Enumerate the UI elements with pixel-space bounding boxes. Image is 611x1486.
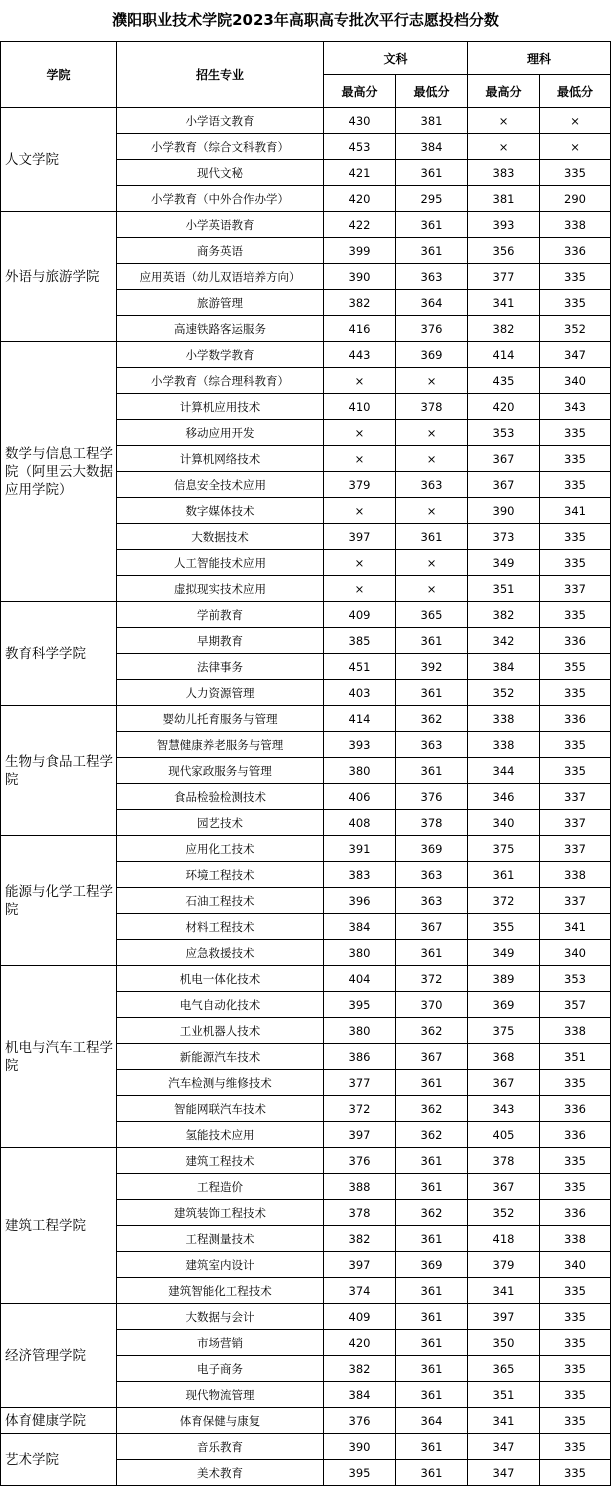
- like-max-cell: 389: [468, 966, 540, 992]
- header-major: 招生专业: [117, 42, 324, 108]
- wenke-max-cell: 378: [324, 1200, 396, 1226]
- wenke-max-cell: 374: [324, 1278, 396, 1304]
- like-max-cell: 352: [468, 680, 540, 706]
- wenke-min-cell: 364: [396, 1408, 468, 1434]
- like-max-cell: 356: [468, 238, 540, 264]
- like-min-cell: 335: [540, 160, 611, 186]
- wenke-max-cell: 408: [324, 810, 396, 836]
- like-max-cell: 351: [468, 1382, 540, 1408]
- wenke-max-cell: 443: [324, 342, 396, 368]
- wenke-min-cell: 361: [396, 1382, 468, 1408]
- major-cell: 小学教育（综合理科教育）: [117, 368, 324, 394]
- wenke-min-cell: 362: [396, 1122, 468, 1148]
- wenke-max-cell: 397: [324, 1252, 396, 1278]
- wenke-min-cell: 362: [396, 1018, 468, 1044]
- college-cell: 教育科学学院: [1, 602, 117, 706]
- wenke-min-cell: 369: [396, 836, 468, 862]
- major-cell: 体育保健与康复: [117, 1408, 324, 1434]
- header-wenke-min: 最低分: [396, 75, 468, 108]
- like-min-cell: 335: [540, 602, 611, 628]
- like-max-cell: 367: [468, 472, 540, 498]
- wenke-min-cell: 362: [396, 1096, 468, 1122]
- wenke-max-cell: 410: [324, 394, 396, 420]
- major-cell: 建筑工程技术: [117, 1148, 324, 1174]
- like-min-cell: 338: [540, 1226, 611, 1252]
- wenke-max-cell: 382: [324, 1356, 396, 1382]
- wenke-max-cell: 403: [324, 680, 396, 706]
- wenke-min-cell: 361: [396, 524, 468, 550]
- wenke-min-cell: 363: [396, 888, 468, 914]
- like-min-cell: ×: [540, 134, 611, 160]
- major-cell: 现代物流管理: [117, 1382, 324, 1408]
- major-cell: 大数据技术: [117, 524, 324, 550]
- wenke-max-cell: 380: [324, 940, 396, 966]
- like-min-cell: 336: [540, 628, 611, 654]
- wenke-max-cell: 372: [324, 1096, 396, 1122]
- college-cell: 人文学院: [1, 108, 117, 212]
- like-max-cell: 420: [468, 394, 540, 420]
- table-row: [1, 212, 611, 238]
- major-cell: 电子商务: [117, 1356, 324, 1382]
- major-cell: 电气自动化技术: [117, 992, 324, 1018]
- wenke-max-cell: 382: [324, 290, 396, 316]
- wenke-max-cell: 376: [324, 1148, 396, 1174]
- wenke-max-cell: 420: [324, 186, 396, 212]
- wenke-max-cell: 376: [324, 1408, 396, 1434]
- like-max-cell: 384: [468, 654, 540, 680]
- like-min-cell: 353: [540, 966, 611, 992]
- like-min-cell: 335: [540, 264, 611, 290]
- wenke-min-cell: 361: [396, 1278, 468, 1304]
- wenke-min-cell: 361: [396, 1356, 468, 1382]
- wenke-max-cell: 380: [324, 1018, 396, 1044]
- wenke-min-cell: 361: [396, 1226, 468, 1252]
- major-cell: 移动应用开发: [117, 420, 324, 446]
- table-body: [1, 108, 611, 1486]
- like-min-cell: 335: [540, 1304, 611, 1330]
- major-cell: 数字媒体技术: [117, 498, 324, 524]
- college-cell: 能源与化学工程学院: [1, 836, 117, 966]
- like-min-cell: 340: [540, 368, 611, 394]
- like-max-cell: 340: [468, 810, 540, 836]
- like-max-cell: 381: [468, 186, 540, 212]
- like-max-cell: 414: [468, 342, 540, 368]
- table-row: [1, 1304, 611, 1330]
- like-max-cell: 343: [468, 1096, 540, 1122]
- like-min-cell: 338: [540, 862, 611, 888]
- like-max-cell: 393: [468, 212, 540, 238]
- like-min-cell: 335: [540, 1408, 611, 1434]
- major-cell: 现代家政服务与管理: [117, 758, 324, 784]
- major-cell: 食品检验检测技术: [117, 784, 324, 810]
- like-max-cell: 379: [468, 1252, 540, 1278]
- major-cell: 现代文秘: [117, 160, 324, 186]
- wenke-max-cell: 451: [324, 654, 396, 680]
- like-min-cell: 335: [540, 550, 611, 576]
- like-max-cell: 375: [468, 1018, 540, 1044]
- header-wenke-max: 最高分: [324, 75, 396, 108]
- wenke-min-cell: ×: [396, 498, 468, 524]
- wenke-min-cell: ×: [396, 446, 468, 472]
- like-max-cell: 377: [468, 264, 540, 290]
- wenke-min-cell: 370: [396, 992, 468, 1018]
- wenke-max-cell: 430: [324, 108, 396, 134]
- major-cell: 小学数学教育: [117, 342, 324, 368]
- wenke-max-cell: 416: [324, 316, 396, 342]
- like-min-cell: 335: [540, 1356, 611, 1382]
- major-cell: 虚拟现实技术应用: [117, 576, 324, 602]
- like-min-cell: 335: [540, 680, 611, 706]
- like-max-cell: ×: [468, 134, 540, 160]
- wenke-min-cell: 361: [396, 680, 468, 706]
- wenke-min-cell: 376: [396, 784, 468, 810]
- major-cell: 建筑室内设计: [117, 1252, 324, 1278]
- wenke-min-cell: 361: [396, 758, 468, 784]
- wenke-max-cell: 391: [324, 836, 396, 862]
- like-min-cell: 337: [540, 784, 611, 810]
- wenke-min-cell: 361: [396, 1434, 468, 1460]
- like-min-cell: 335: [540, 524, 611, 550]
- like-max-cell: 350: [468, 1330, 540, 1356]
- wenke-min-cell: 361: [396, 628, 468, 654]
- like-min-cell: 337: [540, 888, 611, 914]
- major-cell: 小学语文教育: [117, 108, 324, 134]
- wenke-min-cell: 361: [396, 1330, 468, 1356]
- like-max-cell: 435: [468, 368, 540, 394]
- major-cell: 人工智能技术应用: [117, 550, 324, 576]
- wenke-min-cell: 378: [396, 394, 468, 420]
- like-min-cell: 337: [540, 836, 611, 862]
- wenke-max-cell: 377: [324, 1070, 396, 1096]
- wenke-min-cell: 378: [396, 810, 468, 836]
- like-min-cell: 340: [540, 1252, 611, 1278]
- wenke-max-cell: 453: [324, 134, 396, 160]
- like-min-cell: 336: [540, 1200, 611, 1226]
- wenke-max-cell: 409: [324, 1304, 396, 1330]
- wenke-min-cell: 361: [396, 1460, 468, 1486]
- major-cell: 汽车检测与维修技术: [117, 1070, 324, 1096]
- like-max-cell: 361: [468, 862, 540, 888]
- like-min-cell: 337: [540, 810, 611, 836]
- header-like: 理科: [468, 42, 611, 75]
- like-min-cell: 335: [540, 1070, 611, 1096]
- like-min-cell: 336: [540, 1122, 611, 1148]
- like-min-cell: 357: [540, 992, 611, 1018]
- major-cell: 小学英语教育: [117, 212, 324, 238]
- like-min-cell: 352: [540, 316, 611, 342]
- major-cell: 应用英语（幼儿双语培养方向）: [117, 264, 324, 290]
- college-cell: 建筑工程学院: [1, 1148, 117, 1304]
- like-min-cell: 340: [540, 940, 611, 966]
- wenke-max-cell: 422: [324, 212, 396, 238]
- wenke-min-cell: 381: [396, 108, 468, 134]
- wenke-min-cell: 367: [396, 914, 468, 940]
- college-cell: 数学与信息工程学院（阿里云大数据应用学院）: [1, 342, 117, 602]
- like-max-cell: 375: [468, 836, 540, 862]
- major-cell: 大数据与会计: [117, 1304, 324, 1330]
- major-cell: 小学教育（中外合作办学）: [117, 186, 324, 212]
- like-max-cell: 405: [468, 1122, 540, 1148]
- wenke-max-cell: 383: [324, 862, 396, 888]
- wenke-max-cell: ×: [324, 446, 396, 472]
- wenke-max-cell: 380: [324, 758, 396, 784]
- wenke-max-cell: ×: [324, 576, 396, 602]
- like-min-cell: 336: [540, 1096, 611, 1122]
- header-like-max: 最高分: [468, 75, 540, 108]
- wenke-max-cell: 406: [324, 784, 396, 810]
- major-cell: 美术教育: [117, 1460, 324, 1486]
- like-max-cell: 367: [468, 446, 540, 472]
- like-max-cell: 383: [468, 160, 540, 186]
- wenke-min-cell: 363: [396, 732, 468, 758]
- like-max-cell: 349: [468, 550, 540, 576]
- like-max-cell: 397: [468, 1304, 540, 1330]
- like-max-cell: 338: [468, 732, 540, 758]
- wenke-max-cell: 421: [324, 160, 396, 186]
- major-cell: 信息安全技术应用: [117, 472, 324, 498]
- wenke-min-cell: 361: [396, 1304, 468, 1330]
- wenke-min-cell: ×: [396, 550, 468, 576]
- like-min-cell: 335: [540, 1148, 611, 1174]
- college-cell: 经济管理学院: [1, 1304, 117, 1408]
- major-cell: 智能网联汽车技术: [117, 1096, 324, 1122]
- like-max-cell: 373: [468, 524, 540, 550]
- major-cell: 计算机应用技术: [117, 394, 324, 420]
- wenke-max-cell: 390: [324, 264, 396, 290]
- college-cell: 艺术学院: [1, 1434, 117, 1486]
- like-max-cell: 367: [468, 1174, 540, 1200]
- table-row: [1, 966, 611, 992]
- wenke-min-cell: 369: [396, 1252, 468, 1278]
- like-max-cell: 338: [468, 706, 540, 732]
- like-max-cell: 351: [468, 576, 540, 602]
- like-min-cell: 335: [540, 420, 611, 446]
- wenke-min-cell: 361: [396, 212, 468, 238]
- like-min-cell: ×: [540, 108, 611, 134]
- college-cell: 生物与食品工程学院: [1, 706, 117, 836]
- wenke-max-cell: 397: [324, 1122, 396, 1148]
- like-min-cell: 335: [540, 1382, 611, 1408]
- major-cell: 市场营销: [117, 1330, 324, 1356]
- major-cell: 工业机器人技术: [117, 1018, 324, 1044]
- major-cell: 园艺技术: [117, 810, 324, 836]
- table-row: [1, 706, 611, 732]
- major-cell: 氢能技术应用: [117, 1122, 324, 1148]
- major-cell: 计算机网络技术: [117, 446, 324, 472]
- like-max-cell: 342: [468, 628, 540, 654]
- wenke-min-cell: 361: [396, 1174, 468, 1200]
- like-min-cell: 335: [540, 1460, 611, 1486]
- major-cell: 高速铁路客运服务: [117, 316, 324, 342]
- wenke-max-cell: 393: [324, 732, 396, 758]
- wenke-min-cell: 376: [396, 316, 468, 342]
- wenke-max-cell: 382: [324, 1226, 396, 1252]
- wenke-min-cell: 362: [396, 706, 468, 732]
- header-college: 学院: [1, 42, 117, 108]
- major-cell: 小学教育（综合文科教育）: [117, 134, 324, 160]
- like-max-cell: 369: [468, 992, 540, 1018]
- wenke-max-cell: 395: [324, 1460, 396, 1486]
- wenke-min-cell: 367: [396, 1044, 468, 1070]
- like-max-cell: 390: [468, 498, 540, 524]
- wenke-max-cell: 399: [324, 238, 396, 264]
- wenke-max-cell: 379: [324, 472, 396, 498]
- major-cell: 应用化工技术: [117, 836, 324, 862]
- like-min-cell: 347: [540, 342, 611, 368]
- major-cell: 石油工程技术: [117, 888, 324, 914]
- like-min-cell: 335: [540, 1278, 611, 1304]
- wenke-max-cell: 384: [324, 1382, 396, 1408]
- college-cell: 外语与旅游学院: [1, 212, 117, 342]
- wenke-max-cell: 385: [324, 628, 396, 654]
- wenke-min-cell: 361: [396, 1070, 468, 1096]
- like-min-cell: 335: [540, 290, 611, 316]
- like-max-cell: ×: [468, 108, 540, 134]
- major-cell: 应急救援技术: [117, 940, 324, 966]
- like-max-cell: 341: [468, 290, 540, 316]
- wenke-max-cell: 395: [324, 992, 396, 1018]
- like-min-cell: 337: [540, 576, 611, 602]
- like-min-cell: 338: [540, 1018, 611, 1044]
- like-max-cell: 355: [468, 914, 540, 940]
- wenke-max-cell: ×: [324, 550, 396, 576]
- like-max-cell: 346: [468, 784, 540, 810]
- like-max-cell: 349: [468, 940, 540, 966]
- like-max-cell: 365: [468, 1356, 540, 1382]
- major-cell: 学前教育: [117, 602, 324, 628]
- table-row: [1, 602, 611, 628]
- wenke-min-cell: 365: [396, 602, 468, 628]
- like-min-cell: 336: [540, 706, 611, 732]
- like-min-cell: 338: [540, 212, 611, 238]
- table-row: [1, 342, 611, 368]
- like-min-cell: 335: [540, 1434, 611, 1460]
- like-max-cell: 344: [468, 758, 540, 784]
- wenke-max-cell: 404: [324, 966, 396, 992]
- wenke-min-cell: 363: [396, 264, 468, 290]
- like-min-cell: 341: [540, 914, 611, 940]
- college-cell: 体育健康学院: [1, 1408, 117, 1434]
- wenke-min-cell: 295: [396, 186, 468, 212]
- wenke-min-cell: 364: [396, 290, 468, 316]
- wenke-max-cell: ×: [324, 420, 396, 446]
- wenke-min-cell: 362: [396, 1200, 468, 1226]
- like-max-cell: 382: [468, 316, 540, 342]
- college-cell: 机电与汽车工程学院: [1, 966, 117, 1148]
- like-min-cell: 355: [540, 654, 611, 680]
- header-wenke: 文科: [324, 42, 468, 75]
- major-cell: 人力资源管理: [117, 680, 324, 706]
- wenke-max-cell: 409: [324, 602, 396, 628]
- like-min-cell: 335: [540, 472, 611, 498]
- like-max-cell: 382: [468, 602, 540, 628]
- wenke-min-cell: 363: [396, 472, 468, 498]
- like-max-cell: 347: [468, 1460, 540, 1486]
- wenke-min-cell: 361: [396, 238, 468, 264]
- like-min-cell: 343: [540, 394, 611, 420]
- like-min-cell: 335: [540, 732, 611, 758]
- like-min-cell: 351: [540, 1044, 611, 1070]
- like-max-cell: 378: [468, 1148, 540, 1174]
- like-max-cell: 368: [468, 1044, 540, 1070]
- like-min-cell: 335: [540, 758, 611, 784]
- header-like-min: 最低分: [540, 75, 611, 108]
- major-cell: 旅游管理: [117, 290, 324, 316]
- like-max-cell: 372: [468, 888, 540, 914]
- like-min-cell: 336: [540, 238, 611, 264]
- page-title: 濮阳职业技术学院2023年高职高专批次平行志愿投档分数: [112, 11, 499, 29]
- wenke-min-cell: ×: [396, 368, 468, 394]
- wenke-max-cell: 386: [324, 1044, 396, 1070]
- major-cell: 早期教育: [117, 628, 324, 654]
- wenke-max-cell: 384: [324, 914, 396, 940]
- wenke-min-cell: 369: [396, 342, 468, 368]
- major-cell: 材料工程技术: [117, 914, 324, 940]
- major-cell: 工程测量技术: [117, 1226, 324, 1252]
- like-min-cell: 290: [540, 186, 611, 212]
- major-cell: 新能源汽车技术: [117, 1044, 324, 1070]
- like-max-cell: 353: [468, 420, 540, 446]
- header-row-1: [1, 42, 611, 75]
- major-cell: 法律事务: [117, 654, 324, 680]
- wenke-max-cell: ×: [324, 368, 396, 394]
- major-cell: 工程造价: [117, 1174, 324, 1200]
- like-max-cell: 347: [468, 1434, 540, 1460]
- like-min-cell: 341: [540, 498, 611, 524]
- major-cell: 建筑装饰工程技术: [117, 1200, 324, 1226]
- wenke-min-cell: 361: [396, 1148, 468, 1174]
- table-row: [1, 836, 611, 862]
- wenke-max-cell: 420: [324, 1330, 396, 1356]
- wenke-min-cell: 372: [396, 966, 468, 992]
- wenke-min-cell: ×: [396, 420, 468, 446]
- wenke-min-cell: 361: [396, 160, 468, 186]
- major-cell: 智慧健康养老服务与管理: [117, 732, 324, 758]
- wenke-min-cell: 384: [396, 134, 468, 160]
- like-min-cell: 335: [540, 1174, 611, 1200]
- like-max-cell: 341: [468, 1278, 540, 1304]
- wenke-min-cell: 392: [396, 654, 468, 680]
- wenke-max-cell: 390: [324, 1434, 396, 1460]
- like-max-cell: 341: [468, 1408, 540, 1434]
- major-cell: 建筑智能化工程技术: [117, 1278, 324, 1304]
- score-table: [0, 41, 611, 1486]
- table-row: [1, 1408, 611, 1434]
- wenke-max-cell: 396: [324, 888, 396, 914]
- major-cell: 音乐教育: [117, 1434, 324, 1460]
- wenke-max-cell: 397: [324, 524, 396, 550]
- major-cell: 机电一体化技术: [117, 966, 324, 992]
- wenke-max-cell: ×: [324, 498, 396, 524]
- major-cell: 商务英语: [117, 238, 324, 264]
- wenke-min-cell: 363: [396, 862, 468, 888]
- like-min-cell: 335: [540, 1330, 611, 1356]
- wenke-min-cell: 361: [396, 940, 468, 966]
- wenke-max-cell: 414: [324, 706, 396, 732]
- like-max-cell: 367: [468, 1070, 540, 1096]
- wenke-min-cell: ×: [396, 576, 468, 602]
- table-row: [1, 1148, 611, 1174]
- major-cell: 婴幼儿托育服务与管理: [117, 706, 324, 732]
- like-max-cell: 418: [468, 1226, 540, 1252]
- like-max-cell: 352: [468, 1200, 540, 1226]
- like-min-cell: 335: [540, 446, 611, 472]
- table-row: [1, 108, 611, 134]
- table-row: [1, 1434, 611, 1460]
- wenke-max-cell: 388: [324, 1174, 396, 1200]
- major-cell: 环境工程技术: [117, 862, 324, 888]
